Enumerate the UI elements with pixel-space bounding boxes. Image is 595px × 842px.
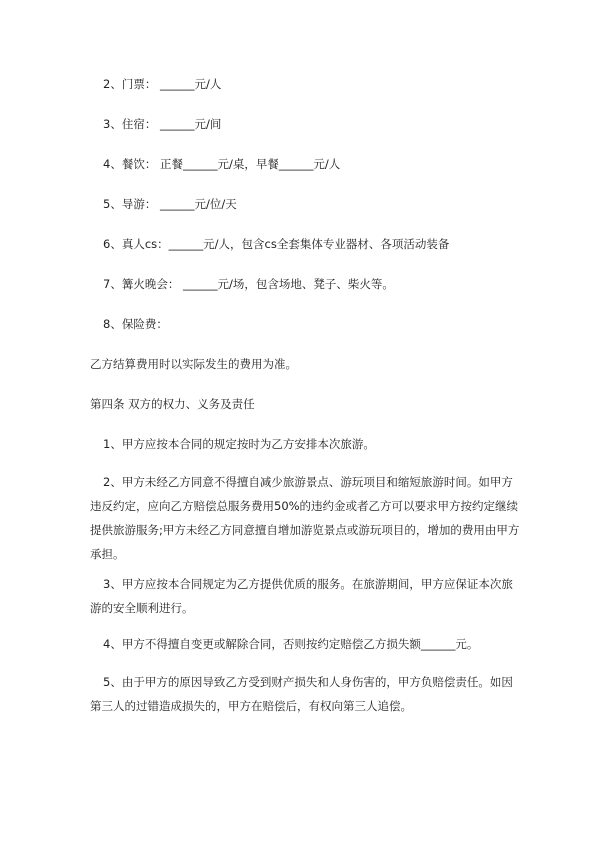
article-title: 第四条 双方的权力、义务及责任: [90, 397, 255, 411]
item-meals: 4、餐饮： 正餐______元/桌，早餐______元/人: [103, 157, 341, 171]
clause-3: [90, 572, 522, 620]
item-lodging: 3、住宿： ______元/间: [103, 117, 222, 131]
item-ticket: 2、门票： ______元/人: [103, 77, 222, 91]
clause-2: [90, 470, 522, 566]
clause-5: [90, 670, 522, 718]
clause-1: 1、甲方应按本合同的规定按时为乙方安排本次旅游。: [103, 437, 375, 451]
settlement-note: 乙方结算费用时以实际发生的费用为准。: [90, 357, 297, 371]
item-bonfire: 7、篝火晚会： ______元/场，包含场地、凳子、柴火等。: [103, 277, 394, 291]
item-insurance: 8、保险费：: [103, 317, 168, 331]
clause-3-text: 3、甲方应按本合同规定为乙方提供优质的服务。在旅游期间，甲方应保证本次旅游的安全顺利进行。: [90, 577, 513, 615]
item-guide: 5、导游： ______元/位/天: [103, 197, 237, 211]
clause-2-text: 2、甲方未经乙方同意不得擅自减少旅游景点、游玩项目和缩短旅游时间。如甲方违反约定，应向乙方赔偿总服务费用50%的违约金或者乙方可以要求甲方按约定继续提供旅游服务;甲方未经乙方同意擅自增加游览景点或游玩项目的，增加的费用由甲方承担。: [90, 475, 520, 561]
clause-5-text: 5、由于甲方的原因导致乙方受到财产损失和人身伤害的，甲方负赔偿责任。如因第三人的过错造成损失的，甲方在赔偿后，有权向第三人追偿。: [90, 675, 513, 713]
item-cs: 6、真人cs：______元/人，包含cs全套集体专业器材、各项活动装备: [103, 237, 450, 251]
clause-4: 4、甲方不得擅自变更或解除合同，否则按约定赔偿乙方损失额______元。: [103, 637, 479, 651]
